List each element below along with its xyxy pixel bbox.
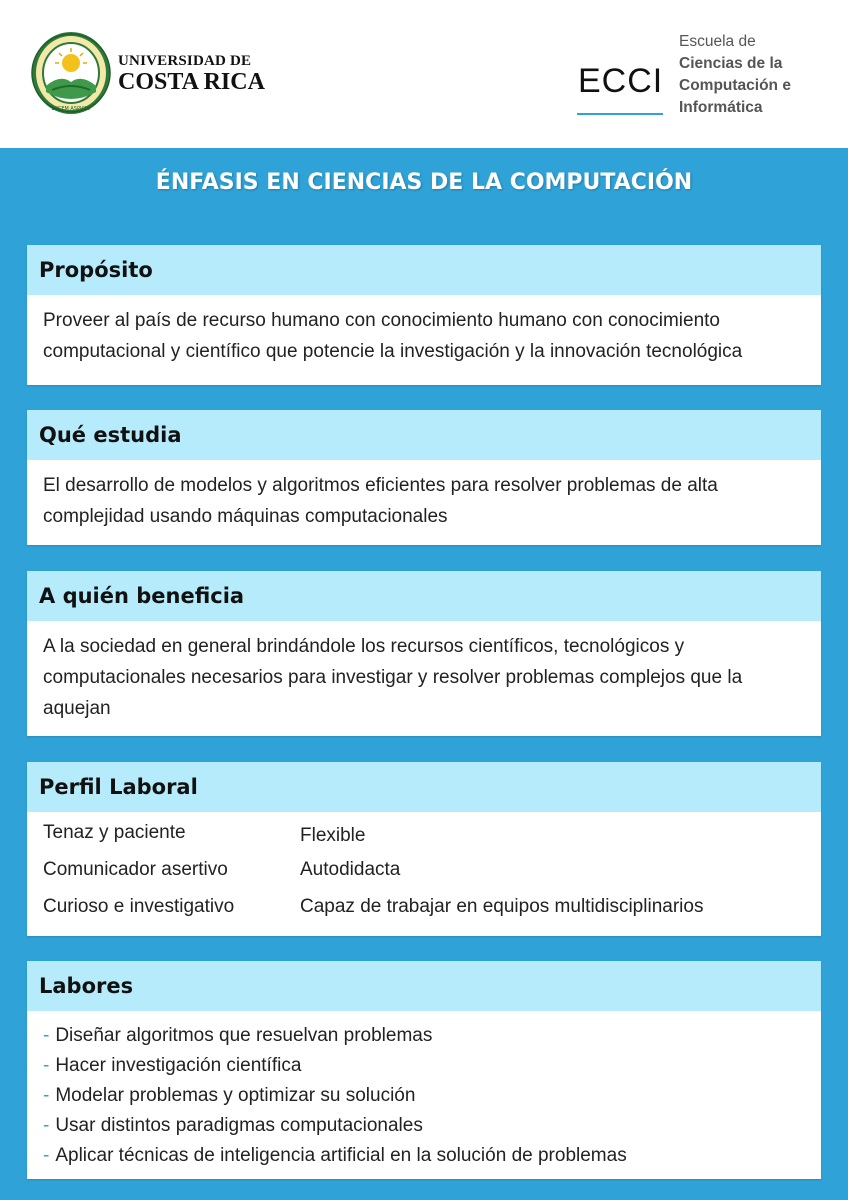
section-body — [27, 295, 821, 367]
list-item-text: Modelar problemas y optimizar su solución — [55, 1085, 416, 1106]
section-heading: Labores — [27, 961, 821, 1011]
ecci-name-line-3: Informática — [679, 99, 763, 116]
body-line: El desarrollo de modelos y algoritmos eficientes para resolver problemas de alta — [43, 475, 718, 496]
list-item — [43, 1051, 821, 1081]
body-line: Proveer al país de recurso humano con conocimiento humano con conocimiento — [43, 310, 720, 331]
ucr-wordmark — [118, 54, 265, 94]
body-line: complejidad usando máquinas computacionales — [43, 506, 448, 527]
body-line: computacional y científico que potencie la investigación y la innovación tecnológica — [43, 341, 743, 362]
bullet-dash: - — [43, 1055, 50, 1076]
page-header — [0, 0, 848, 148]
section-heading: Propósito — [27, 245, 821, 295]
bullet-dash: - — [43, 1085, 50, 1106]
section-heading: A quién beneficia — [27, 571, 821, 621]
section-body — [27, 460, 821, 532]
list-item-text: Usar distintos paradigmas computacionales — [55, 1115, 423, 1136]
section-perfil-laboral — [27, 762, 821, 936]
perfil-item: Comunicador asertivo — [43, 859, 228, 880]
section-a-quien-beneficia — [27, 571, 821, 736]
ecci-name-line-2: Computación e — [679, 77, 791, 94]
perfil-list — [27, 812, 821, 932]
list-item-text: Hacer investigación científica — [55, 1055, 302, 1076]
labores-list — [27, 1011, 821, 1171]
ecci-name-line-1: Ciencias de la — [679, 55, 783, 72]
section-proposito — [27, 245, 821, 385]
svg-text:LUCEM ASPICIO: LUCEM ASPICIO — [51, 106, 91, 112]
section-heading: Perfil Laboral — [27, 762, 821, 812]
list-item — [43, 1111, 821, 1141]
list-item — [43, 1021, 821, 1051]
ucr-seal-icon — [30, 30, 112, 116]
page-title: ÉNFASIS EN CIENCIAS DE LA COMPUTACIÓN — [155, 170, 693, 195]
bullet-dash: - — [43, 1115, 50, 1136]
bullet-dash: - — [43, 1025, 50, 1046]
ecci-acronym: ECCI — [578, 62, 664, 100]
perfil-item: Flexible — [300, 825, 366, 846]
list-item — [43, 1141, 821, 1171]
section-body — [27, 621, 821, 724]
ecci-underline — [577, 113, 663, 115]
body-line: computacionales necesarios para investigar y resolver problemas complejos que la — [43, 667, 743, 688]
section-labores — [27, 961, 821, 1179]
ucr-line1: UNIVERSIDAD DE — [118, 53, 252, 69]
section-que-estudia — [27, 410, 821, 545]
bullet-dash: - — [43, 1145, 50, 1166]
body-line: A la sociedad en general brindándole los recursos científicos, tecnológicos y — [43, 636, 685, 657]
section-heading: Qué estudia — [27, 410, 821, 460]
perfil-item: Capaz de trabajar en equipos multidisciplinarios — [300, 896, 704, 917]
list-item — [43, 1081, 821, 1111]
perfil-item: Autodidacta — [300, 859, 401, 880]
list-item-text: Diseñar algoritmos que resuelvan problemas — [55, 1025, 433, 1046]
ucr-line2: COSTA RICA — [118, 69, 265, 95]
perfil-item: Tenaz y paciente — [43, 822, 186, 843]
ecci-school-name — [679, 31, 791, 119]
perfil-item: Curioso e investigativo — [43, 896, 235, 917]
list-item-text: Aplicar técnicas de inteligencia artificial en la solución de problemas — [55, 1145, 627, 1166]
ecci-school-line: Escuela de — [679, 33, 756, 50]
body-line: aquejan — [43, 698, 111, 719]
